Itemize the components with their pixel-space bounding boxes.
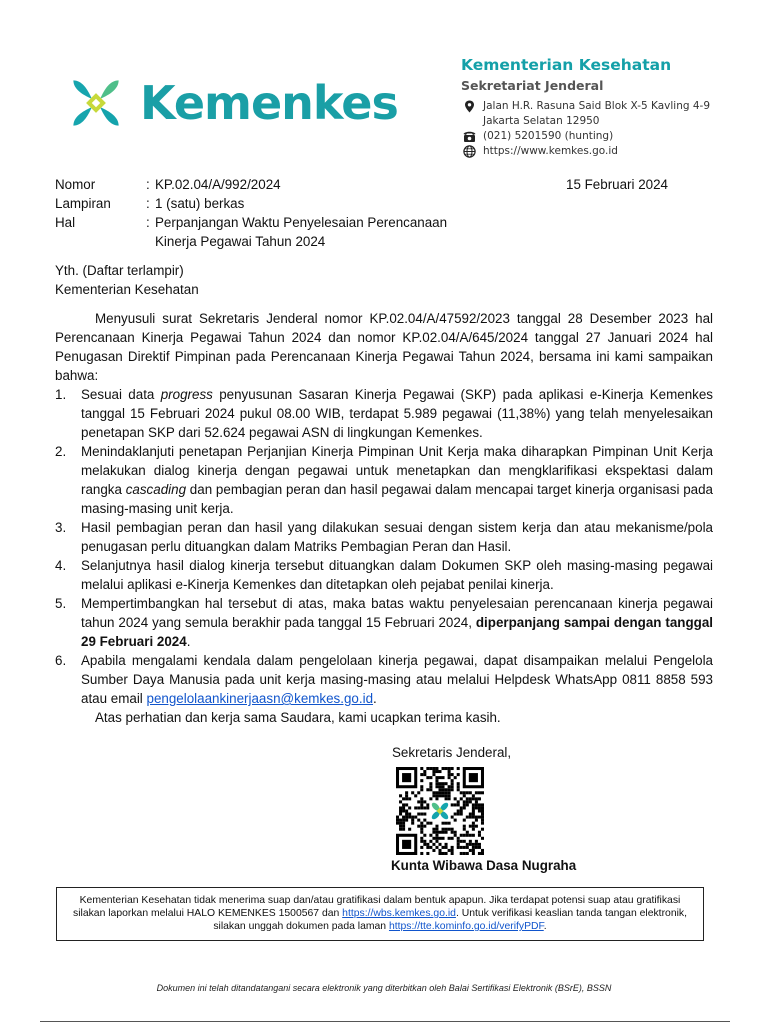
letter-date: 15 Februari 2024 <box>566 177 668 192</box>
list-item <box>55 385 713 442</box>
addressee <box>55 261 199 299</box>
address-row <box>463 99 710 129</box>
notice-text: . Untuk verifikasi keaslian tanda tangan elektronik, silakan unggah dokumen pada laman <box>213 908 687 932</box>
org-subtitle: Sekretariat Jenderal <box>461 78 604 93</box>
intro-text: Menyusuli surat Sekretaris Jenderal nomor KP.02.04/A/47592/2023 tanggal 28 Desember 2023 hal Perencanaan Kinerja Pegawai Tahun 2024 dan nomor KP.02.04/A/645/2024 tanggal 27 Januari 2024 hal Penugasan Direktif Pimpinan pada Perencanaan Kinerja Pegawai Tahun 2024, bersama ini kami sampaikan bahwa: <box>55 311 713 383</box>
phone-text: (021) 5201590 (hunting) <box>483 130 614 142</box>
email-link[interactable]: pengelolaankinerjaasn@kemkes.go.id <box>146 691 374 706</box>
anti-bribery-notice <box>56 887 704 941</box>
item-text: penyusunan Sasaran Kinerja Pegawai (SKP) pada aplikasi e-Kinerja Kemenkes tanggal 15 Februari 2024 pukul 08.00 WIB, terdapat 5.989 pegawai (11,38%) yang telah menyelesaikan penetapan SKP dari 52.624 pegawai ASN di lingkungan Kemenkes. <box>81 387 713 440</box>
verify-link[interactable]: https://tte.kominfo.go.id/verifyPDF <box>388 921 544 932</box>
list-item <box>55 651 713 708</box>
item-text: Apabila mengalami kendala dalam pengelolaan kinerja pegawai, dapat disampaikan melalui Pengelola Sumber Daya Manusia pada unit kerja masing-masing atau melalui Helpdesk WhatsApp 0811 8858 593 atau email <box>81 653 713 706</box>
item-number: 6. <box>55 653 67 668</box>
numbered-list <box>55 385 713 708</box>
colon: : <box>146 196 150 211</box>
nomor-value: KP.02.04/A/992/2024 <box>155 177 281 192</box>
item-italic: progress <box>160 387 213 402</box>
kemenkes-flower-icon <box>56 68 136 138</box>
contact-block <box>463 99 710 159</box>
org-title: Kementerian Kesehatan <box>461 56 672 74</box>
list-item <box>55 594 713 651</box>
item-text: Mempertimbangkan hal tersebut di atas, maka batas waktu penyelesaian perencanaan kinerja pegawai tahun 2024 yang semula berakhir pada tanggal 15 Februari 2024, <box>81 596 713 630</box>
wbs-link[interactable]: https://wbs.kemkes.go.id <box>342 908 456 919</box>
hal-label: Hal <box>55 215 76 230</box>
item-text: Selanjutnya hasil dialog kinerja tersebut dituangkan dalam Dokumen SKP oleh masing-masing pegawai melalui aplikasi e-Kinerja Kemenkes dan ditetapkan oleh pejabat penilai kinerja. <box>81 558 713 592</box>
phone-icon <box>463 130 476 143</box>
list-item <box>55 518 713 556</box>
colon: : <box>146 177 150 192</box>
org-block <box>461 56 671 93</box>
nomor-label: Nomor <box>55 177 96 192</box>
address-line2: Jakarta Selatan 12950 <box>483 115 600 127</box>
item-text: Menindaklanjuti penetapan Perjanjian Kinerja Pimpinan Unit Kerja maka diharapkan Pimpinan Unit Kerja melakukan dialog kinerja dengan pegawai untuk menetapkan dan mengklarifikasi ekspektasi dalam rangka <box>81 444 713 497</box>
address-line1: Jalan H.R. Rasuna Said Blok X-5 Kavling 4-9 <box>483 100 711 112</box>
item-text: Hasil pembagian peran dan hasil yang dilakukan sesuai dengan sistem kerja dan atau mekanisme/pola penugasan perlu dituangkan dalam Matriks Pembagian Peran dan Hasil. <box>81 520 713 554</box>
globe-icon <box>463 145 476 158</box>
logo-wordmark: Kemenkes <box>140 76 398 130</box>
list-item <box>55 442 713 518</box>
closing-text: Atas perhatian dan kerja sama Saudara, kami ucapkan terima kasih. <box>95 710 501 725</box>
list-item <box>55 556 713 594</box>
item-text: . <box>186 634 191 649</box>
item-text: . <box>373 691 377 706</box>
signature-title: Sekretaris Jenderal, <box>392 745 512 760</box>
colon: : <box>146 215 150 230</box>
item-text: Sesuai data <box>81 387 161 402</box>
bottom-rule <box>40 1021 730 1022</box>
addressee-line2: Kementerian Kesehatan <box>55 282 199 297</box>
website-row <box>463 144 710 159</box>
item-text: dan pembagian peran dan hasil pegawai dalam mencapai target kinerja organisasi pada masing-masing unit kerja. <box>81 482 713 516</box>
hal-value-line2: Kinerja Pegawai Tahun 2024 <box>155 234 326 249</box>
footer-note: Dokumen ini telah ditandatangani secara elektronik yang diterbitkan oleh Balai Sertifikasi Elektronik (BSrE), BSSN <box>156 983 612 993</box>
lampiran-label: Lampiran <box>55 196 111 211</box>
qr-code <box>396 767 484 855</box>
addressee-line1: Yth. (Daftar terlampir) <box>55 263 184 278</box>
location-pin-icon <box>463 100 476 113</box>
lampiran-value: 1 (satu) berkas <box>155 196 245 211</box>
website-text[interactable]: https://www.kemkes.go.id <box>483 145 618 157</box>
item-bold: diperpanjang sampai dengan tanggal 29 Februari 2024 <box>81 615 713 649</box>
item-number: 2. <box>55 444 67 459</box>
intro-paragraph <box>55 309 713 385</box>
notice-text: Kementerian Kesehatan tidak menerima suap dan/atau gratifikasi dalam bentuk apapun. Jika terdapat potensi suap atau gratifikasi silakan laporkan melalui HALO KEMENKES 1500567 dan <box>73 895 681 919</box>
phone-row <box>463 129 710 144</box>
signer-name: Kunta Wibawa Dasa Nugraha <box>391 858 577 873</box>
kemenkes-logo <box>56 68 398 138</box>
item-number: 3. <box>55 520 67 535</box>
notice-text: . <box>543 921 547 932</box>
item-italic: cascading <box>125 482 187 497</box>
hal-value-line1: Perpanjangan Waktu Penyelesaian Perencanaan <box>155 215 448 230</box>
item-number: 1. <box>55 387 67 402</box>
item-number: 5. <box>55 596 67 611</box>
item-number: 4. <box>55 558 67 573</box>
